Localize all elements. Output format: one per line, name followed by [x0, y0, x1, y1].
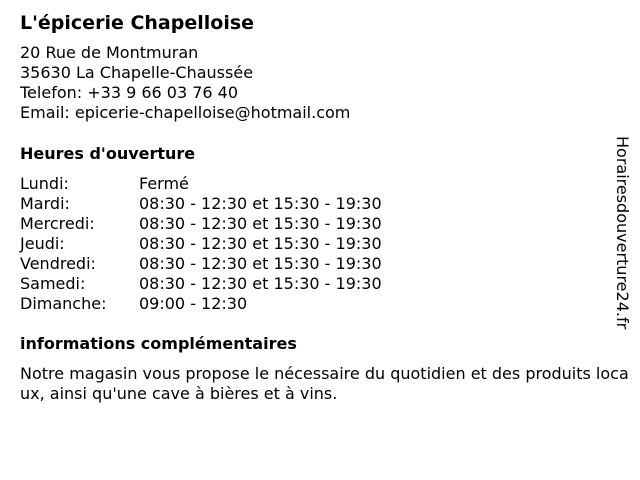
time-value: 08:30 - 12:30 et 15:30 - 19:30	[139, 234, 382, 253]
time-value: 08:30 - 12:30 et 15:30 - 19:30	[139, 194, 382, 213]
watermark	[610, 136, 634, 346]
day-label: Mercredi:	[20, 214, 95, 233]
time-value: 08:30 - 12:30 et 15:30 - 19:30	[139, 274, 382, 293]
day-label: Mardi:	[20, 194, 70, 213]
additional-info-heading: informations complémentaires	[20, 334, 297, 353]
additional-info-text: Notre magasin vous propose le nécessaire du quotidien et des produits locaux, ainsi qu'une cave à bières et à vins.	[20, 364, 629, 403]
opening-hours-heading: Heures d'ouverture	[20, 144, 196, 163]
time-value: Fermé	[139, 174, 189, 193]
address-city: 35630 La Chapelle-Chaussée	[20, 63, 254, 82]
time-value: 09:00 - 12:30	[139, 294, 248, 313]
day-label: Jeudi:	[20, 234, 65, 253]
watermark-text: Horairesdouverture24.fr	[613, 136, 632, 330]
day-label: Dimanche:	[20, 294, 107, 313]
time-value: 08:30 - 12:30 et 15:30 - 19:30	[139, 214, 382, 233]
day-label: Lundi:	[20, 174, 69, 193]
store-name: L'épicerie Chapelloise	[20, 12, 255, 34]
day-label: Vendredi:	[20, 254, 96, 273]
email-address: Email: epicerie-chapelloise@hotmail.com	[20, 103, 351, 122]
phone-number: Telefon: +33 9 66 03 76 40	[20, 83, 239, 102]
address-street: 20 Rue de Montmuran	[20, 43, 199, 62]
time-value: 08:30 - 12:30 et 15:30 - 19:30	[139, 254, 382, 273]
day-label: Samedi:	[20, 274, 86, 293]
contact-info	[20, 43, 350, 123]
